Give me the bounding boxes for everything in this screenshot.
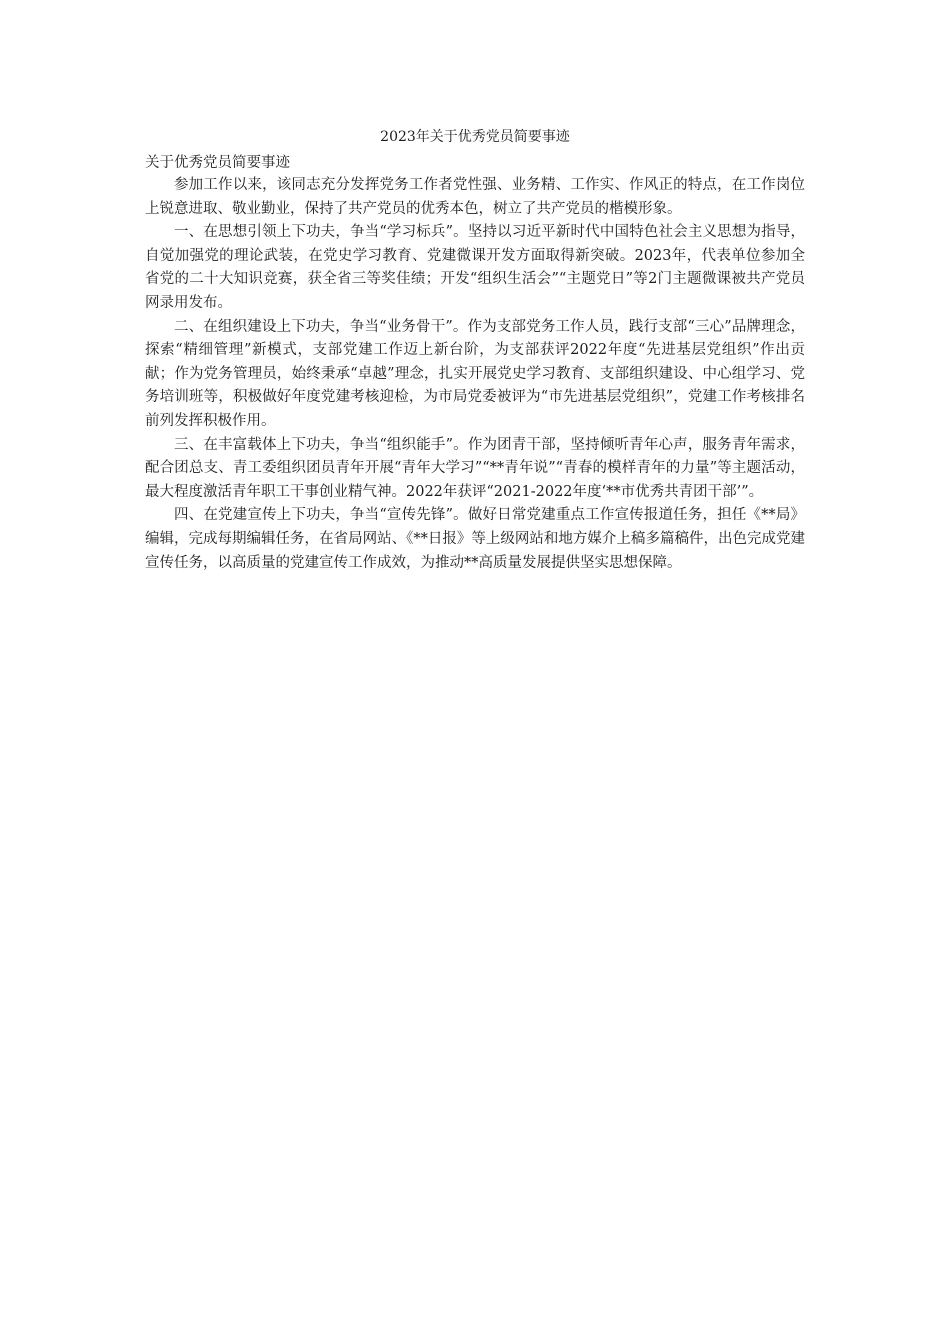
paragraph-section-3: 三、在丰富载体上下功夫，争当“组织能手”。作为团青干部，坚持倾听青年心声，服务青年需求，配合团总支、青工委组织团员青年开展“青年大学习”“**青年说”“青春的模样青年的力量”等主题活动，最大程度激活青年职工干事创业精气神。2022年获评“2021-2022年度‘**市优秀共青团干部’”。 [145, 436, 805, 500]
paragraph-section-1: 一、在思想引领上下功夫，争当“学习标兵”。坚持以习近平新时代中国特色社会主义思想为指导，自觉加强党的理论武装，在党史学习教育、党建微课开发方面取得新突破。2023年，代表单位参加全省党的二十大知识竞赛，获全省三等奖佳绩；开发“组织生活会”“主题党日”等2门主题微课被共产党员网录用发布。 [145, 224, 805, 311]
document-body [145, 126, 805, 575]
paragraph-section-4: 四、在党建宣传上下功夫，争当“宣传先锋”。做好日常党建重点工作宣传报道任务，担任《**局》编辑，完成每期编辑任务，在省局网站、《**日报》等上级网站和地方媒介上稿多篇稿件，出色完成党建宣传任务，以高质量的党建宣传工作成效，为推动**高质量发展提供坚实思想保障。 [145, 507, 805, 571]
document-title: 2023年关于优秀党员简要事迹 [380, 129, 570, 145]
paragraph-intro: 参加工作以来，该同志充分发挥党务工作者党性强、业务精、工作实、作风正的特点，在工作岗位上锐意进取、敬业勤业，保持了共产党员的优秀本色，树立了共产党员的楷模形象。 [145, 177, 805, 217]
paragraph-section-2: 二、在组织建设上下功夫，争当“业务骨干”。作为支部党务工作人员，践行支部“三心”品牌理念，探索“精细管理”新模式，支部党建工作迈上新台阶，为支部获评2022年度“先进基层党组织”作出贡献；作为党务管理员，始终秉承“卓越”理念，扎实开展党史学习教育、支部组织建设、中心组学习、党务培训班等，积极做好年度党建考核迎检，为市局党委被评为“市先进基层党组织”，党建工作考核排名前列发挥积极作用。 [145, 318, 805, 429]
document-subtitle: 关于优秀党员简要事迹 [145, 155, 290, 171]
